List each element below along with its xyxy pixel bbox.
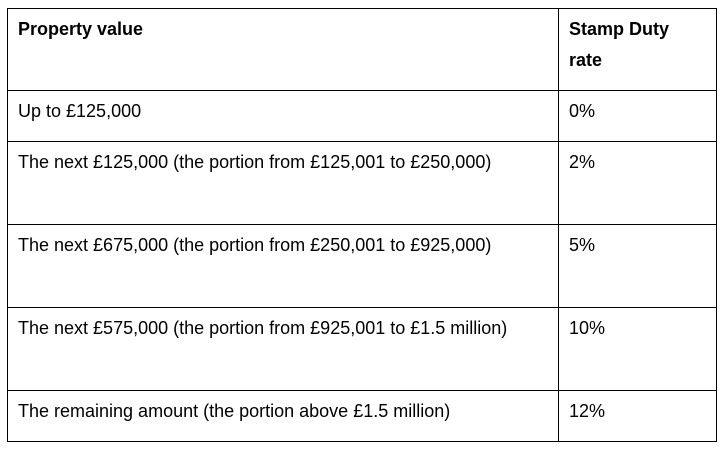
property-band-cell: The next £675,000 (the portion from £250,001 to £925,000)	[8, 225, 559, 308]
header-property-value: Property value	[8, 9, 559, 91]
property-band-cell: Up to £125,000	[8, 91, 559, 142]
table-row	[8, 225, 717, 308]
stamp-duty-rates-table	[7, 8, 717, 442]
rate-cell: 5%	[559, 225, 717, 308]
property-band-cell: The next £125,000 (the portion from £125,001 to £250,000)	[8, 142, 559, 225]
table-row	[8, 308, 717, 391]
table-header-row	[8, 9, 717, 91]
table-row	[8, 91, 717, 142]
rate-cell: 0%	[559, 91, 717, 142]
property-band-cell: The remaining amount (the portion above £1.5 million)	[8, 391, 559, 442]
table-row	[8, 391, 717, 442]
header-stamp-duty-rate: Stamp Duty rate	[559, 9, 717, 91]
table-row	[8, 142, 717, 225]
property-band-cell: The next £575,000 (the portion from £925,001 to £1.5 million)	[8, 308, 559, 391]
rate-cell: 10%	[559, 308, 717, 391]
rate-cell: 12%	[559, 391, 717, 442]
rate-cell: 2%	[559, 142, 717, 225]
